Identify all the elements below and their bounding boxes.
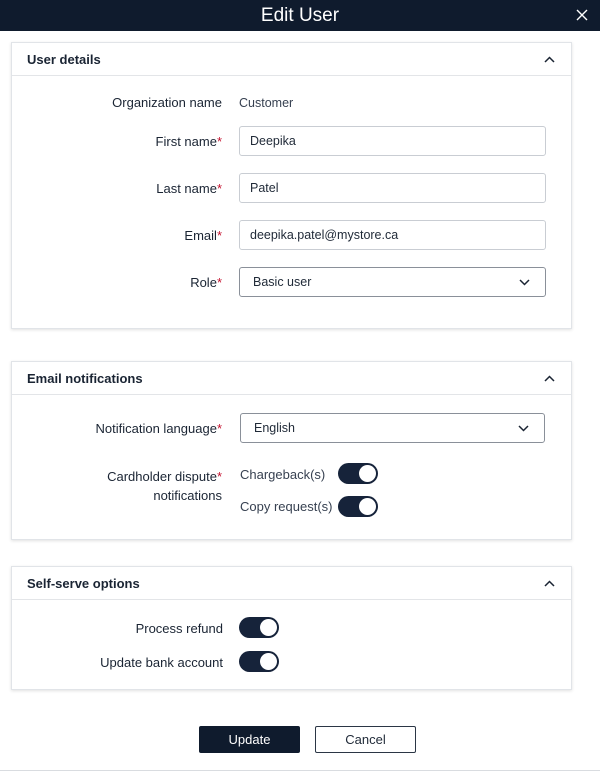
role-select-value: Basic user	[253, 275, 312, 289]
cancel-button[interactable]: Cancel	[315, 726, 416, 753]
copy-request-toggle[interactable]	[338, 496, 378, 517]
chargeback-label: Chargeback(s)	[240, 467, 326, 482]
email-notifications-title: Email notifications	[27, 370, 143, 386]
org-name-label: Organization name	[112, 95, 222, 110]
update-bank-account-toggle[interactable]	[239, 651, 279, 672]
toggle-knob	[359, 498, 376, 515]
notification-language-label: Notification language*	[95, 421, 222, 436]
self-serve-panel	[11, 566, 572, 690]
self-serve-header[interactable]	[12, 567, 571, 600]
email-notifications-panel	[11, 361, 572, 540]
chevron-up-icon[interactable]	[543, 372, 555, 384]
chevron-up-icon[interactable]	[543, 577, 555, 589]
notification-language-value: English	[254, 421, 295, 435]
self-serve-title: Self-serve options	[27, 575, 140, 591]
first-name-label: First name*	[155, 134, 222, 149]
required-mark: *	[216, 275, 222, 290]
update-bank-account-label: Update bank account	[100, 655, 223, 670]
last-name-label: Last name*	[156, 181, 222, 196]
role-label: Role*	[190, 275, 222, 290]
divider	[0, 770, 600, 771]
last-name-field[interactable]	[239, 173, 546, 203]
process-refund-toggle[interactable]	[239, 617, 279, 638]
toggle-knob	[359, 465, 376, 482]
chargeback-toggle[interactable]	[338, 463, 378, 484]
role-select[interactable]	[239, 267, 546, 297]
required-mark: *	[216, 228, 222, 243]
toggle-knob	[260, 619, 277, 636]
email-notifications-header[interactable]	[12, 362, 571, 395]
dialog-titlebar	[0, 0, 600, 31]
chevron-down-icon	[518, 421, 529, 435]
copy-request-label: Copy request(s)	[240, 499, 333, 514]
cardholder-dispute-label: Cardholder dispute* notifications	[107, 469, 222, 503]
user-details-panel	[11, 42, 572, 329]
toggle-knob	[260, 653, 277, 670]
email-label: Email*	[184, 228, 222, 243]
first-name-field[interactable]	[239, 126, 546, 156]
update-button[interactable]: Update	[199, 726, 300, 753]
email-field[interactable]	[239, 220, 546, 250]
chevron-down-icon	[519, 275, 530, 289]
required-mark: *	[216, 469, 222, 484]
dialog-title: Edit User	[260, 4, 340, 26]
user-details-title: User details	[27, 51, 101, 67]
user-details-header[interactable]	[12, 43, 571, 76]
chevron-up-icon[interactable]	[543, 53, 555, 65]
process-refund-label: Process refund	[135, 621, 223, 636]
org-name-value: Customer	[239, 96, 294, 110]
notification-language-select[interactable]	[240, 413, 545, 443]
close-icon[interactable]	[573, 6, 591, 24]
required-mark: *	[216, 421, 222, 436]
required-mark: *	[216, 134, 222, 149]
required-mark: *	[216, 181, 222, 196]
